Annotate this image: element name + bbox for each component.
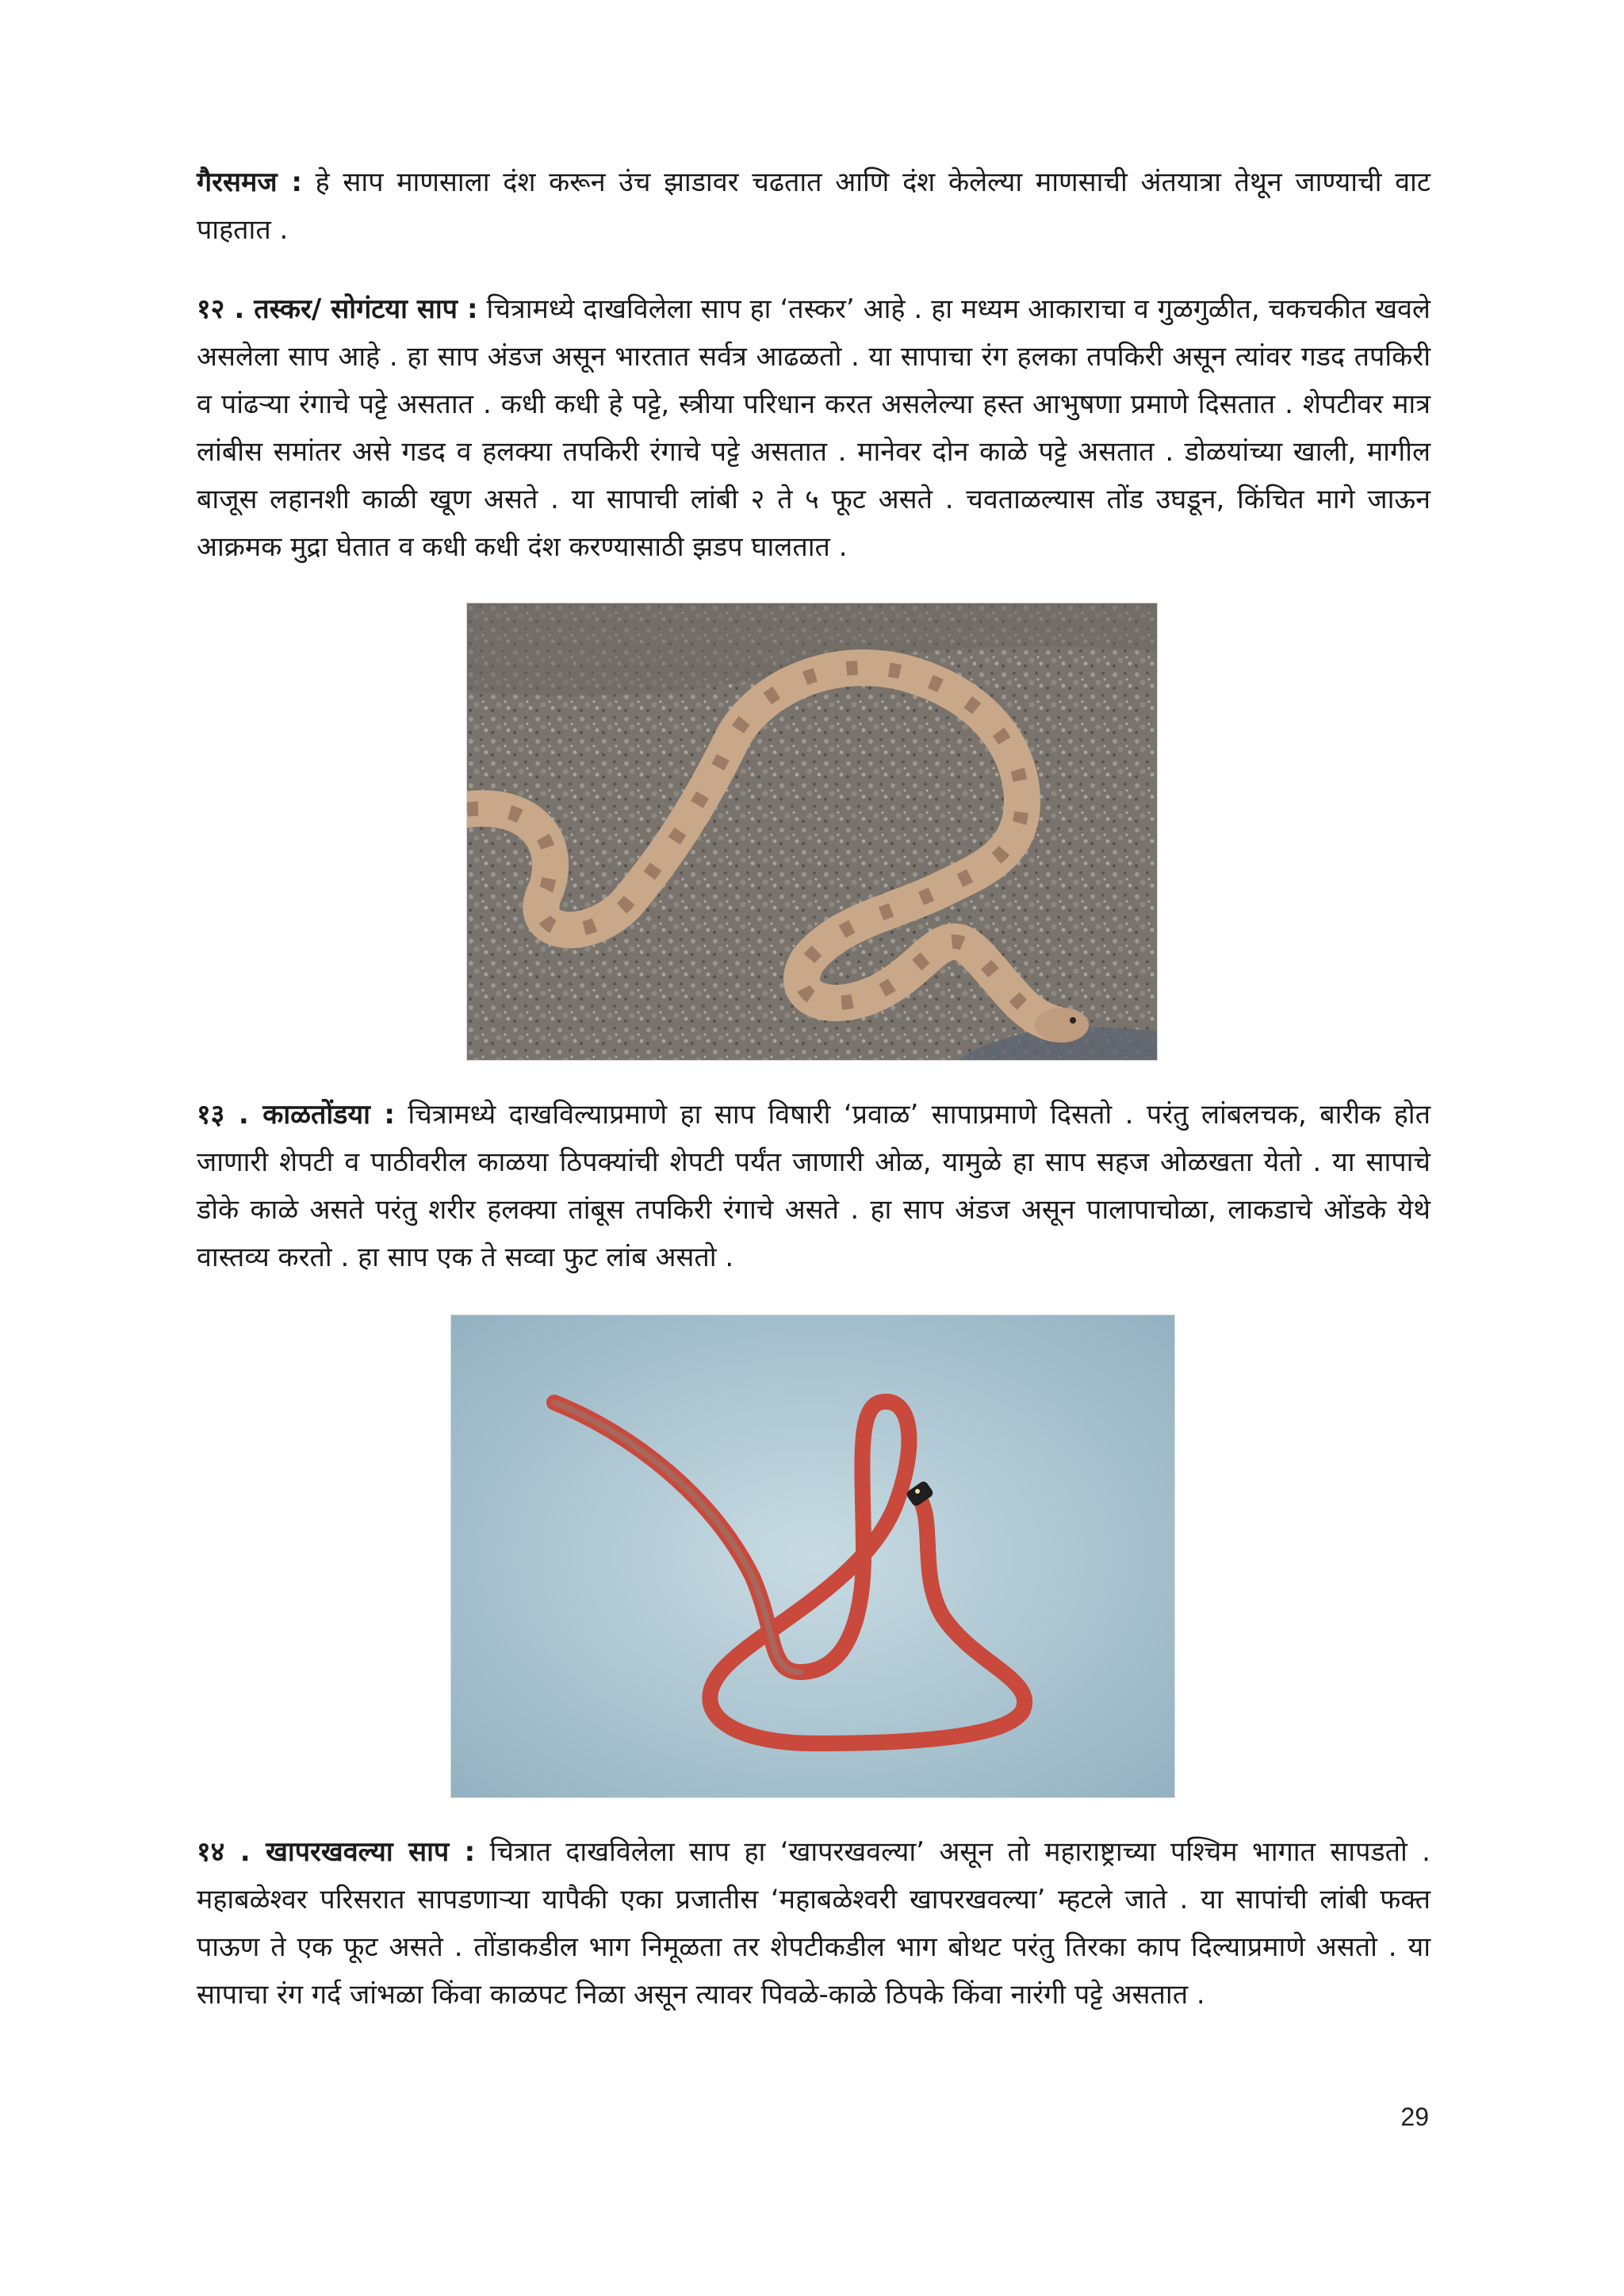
section-14-paragraph	[197, 1828, 1431, 2019]
section-12-heading: १२ . तस्कर/ सोगंटया साप :	[197, 293, 478, 325]
tasker-snake-photo	[466, 603, 1158, 1061]
section-14-heading: १४ . खापरखवल्या साप :	[197, 1836, 476, 1868]
misconception-heading: गैरसमज :	[197, 166, 302, 198]
section-13-heading: १३ . काळतोंडया :	[197, 1099, 395, 1131]
section-12-paragraph	[197, 285, 1431, 571]
tasker-snake-image	[467, 603, 1157, 1060]
section-14-text: चित्रात दाखविलेला साप हा ‘खापरखवल्या’ असून तो महाराष्ट्राच्या पश्चिम भागात सापडतो . महाबळेश्वर परिसरात सापडणाऱ्या यापैकी एका प्रजातीस ‘महाबळेश्वरी खापरखवल्या’ म्हटले जाते . या सापांची लांबी फक्त पाऊण ते एक फूट असते . तोंडाकडील भाग निमूळता तर शेपटीकडील भाग बोथट परंतु तिरका काप दिल्याप्रमाणे असतो . या सापाचा रंग गर्द जांभळा किंवा काळपट निळा असून त्यावर पिवळे-काळे ठिपके किंवा नारंगी पट्टे असतात .	[197, 1836, 1431, 2011]
kaltondya-snake-photo	[450, 1314, 1175, 1798]
kaltondya-snake-image	[451, 1315, 1174, 1797]
section-13-text: चित्रामध्ये दाखविल्याप्रमाणे हा साप विषारी ‘प्रवाळ’ सापाप्रमाणे दिसतो . परंतु लांबलचक, बारीक होत जाणारी शेपटी व पाठीवरील काळया ठिपक्यांची शेपटी पर्यंत जाणारी ओळ, यामुळे हा साप सहज ओळखता येतो . या सापाचे डोके काळे असते परंतु शरीर हलक्या तांबूस तपकिरी रंगाचे असते . हा साप अंडज असून पालापाचोळा, लाकडाचे ओंडके येथे वास्तव्य करतो . हा साप एक ते सव्वा फुट लांब असतो .	[197, 1099, 1431, 1273]
section-13-paragraph	[197, 1091, 1431, 1281]
page-number: 29	[1400, 2103, 1429, 2131]
misconception-text: हे साप माणसाला दंश करून उंच झाडावर चढतात आणि दंश केलेल्या माणसाची अंतयात्रा तेथून जाण्याची वाट पाहतात .	[197, 166, 1431, 246]
section-12-text: चित्रामध्ये दाखविलेला साप हा ‘तस्कर’ आहे . हा मध्यम आकाराचा व गुळगुळीत, चकचकीत खवले असलेला साप आहे . हा साप अंडज असून भारतात सर्वत्र आढळतो . या सापाचा रंग हलका तपकिरी असून त्यांवर गडद तपकिरी व पांढऱ्या रंगाचे पट्टे असतात . कधी कधी हे पट्टे, स्त्रीया परिधान करत असलेल्या हस्त आभुषणा प्रमाणे दिसतात . शेपटीवर मात्र लांबीस समांतर असे गडद व हलक्या तपकिरी रंगाचे पट्टे असतात . मानेवर दोन काळे पट्टे असतात . डोळयांच्या खाली, मागील बाजूस लहानशी काळी खूण असते . या सापाची लांबी २ ते ५ फूट असते . चवताळल्यास तोंड उघडून, किंचित मागे जाऊन आक्रमक मुद्रा घेतात व कधी कधी दंश करण्यासाठी झडप घालतात .	[197, 293, 1431, 563]
misconception-paragraph	[197, 159, 1431, 254]
